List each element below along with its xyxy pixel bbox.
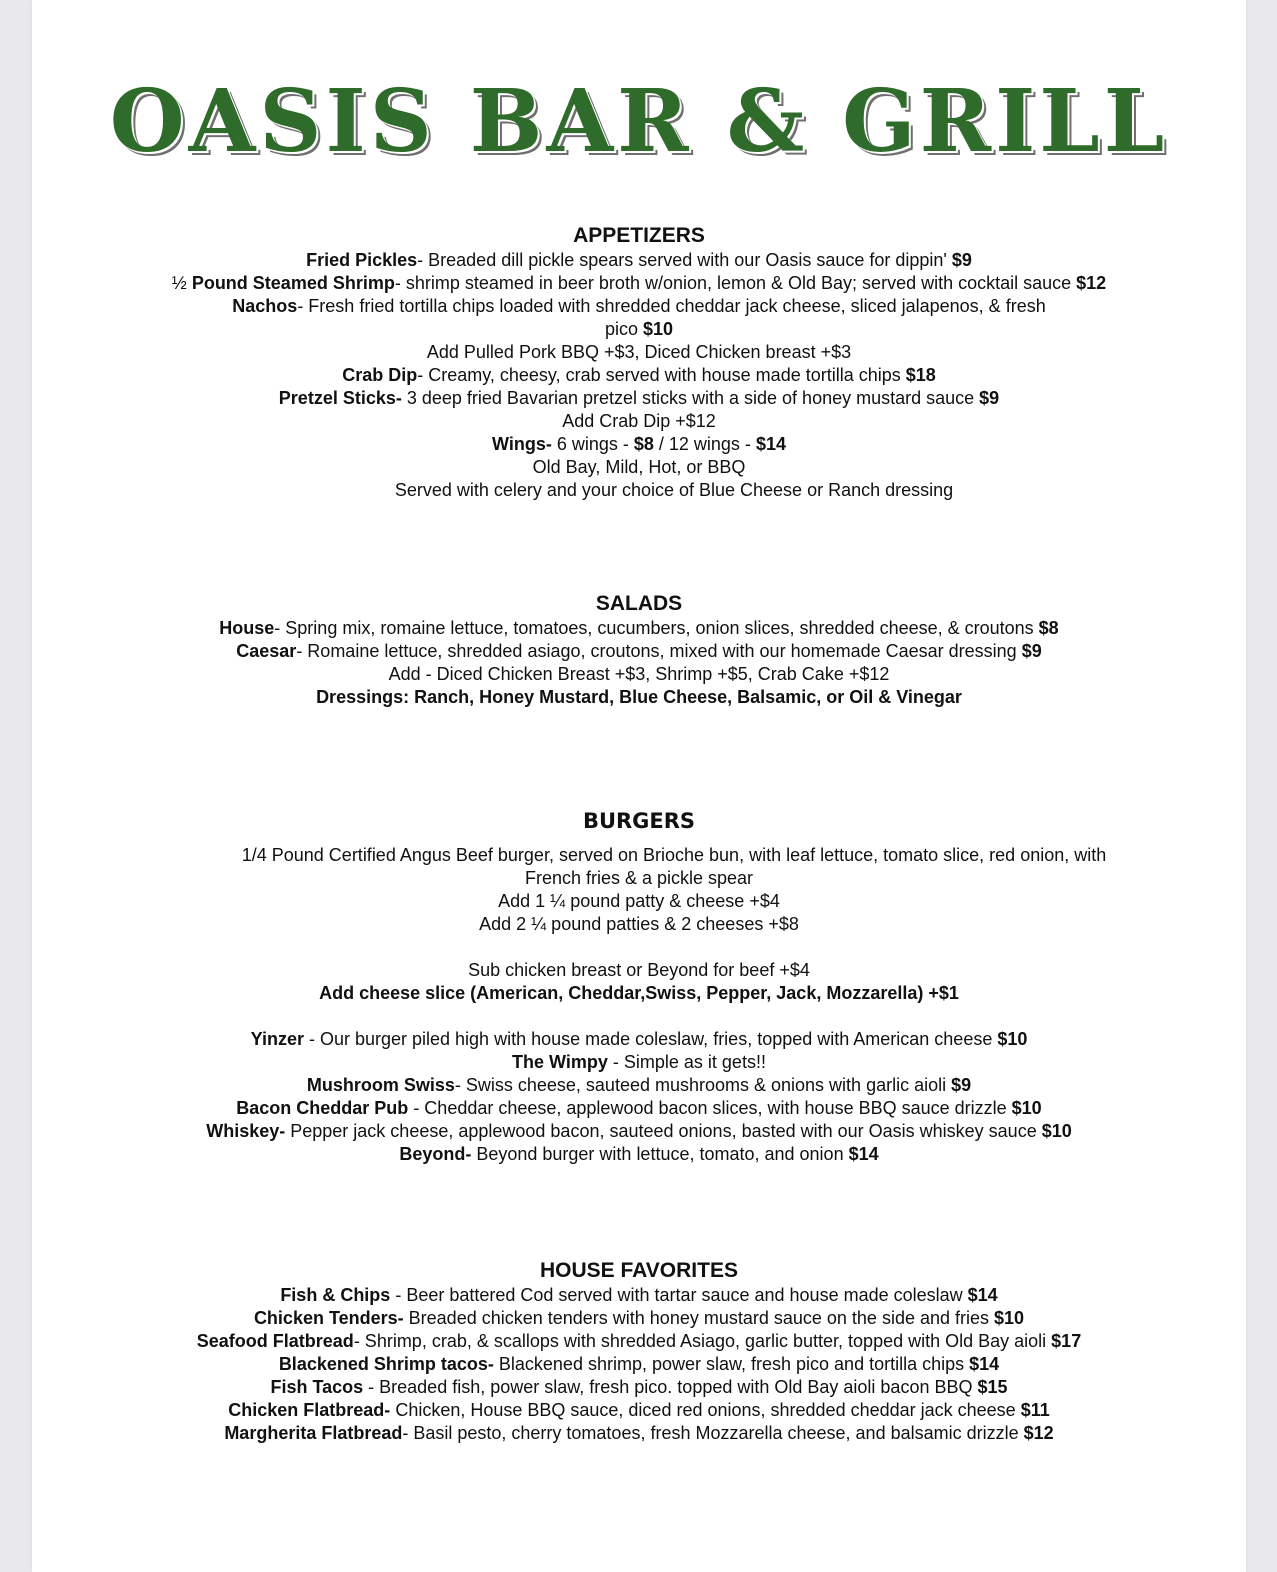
item-name: Wings- [492,434,552,454]
item-name: Caesar [236,641,297,661]
item-price: $8 [1038,618,1059,638]
item-price: $10 [1011,1098,1042,1118]
item-desc: - Romaine lettuce, shredded asiago, croutons, mixed with our homemade Caesar dressing [296,641,1022,661]
item-price: $9 [979,388,1000,408]
menu-item-wings [32,433,1246,456]
item-desc: Chicken, House BBQ sauce, diced red onions, shredded cheddar jack cheese [390,1400,1021,1420]
dressings-text: Dressings: Ranch, Honey Mustard, Blue Cheese, Balsamic, or Oil & Vinegar [316,687,962,707]
item-price: $12 [1023,1423,1054,1443]
menu-item-nachos [32,295,1246,318]
item-desc: - Breaded fish, power slaw, fresh pico. topped with Old Bay aioli bacon BBQ [363,1377,978,1397]
favorites-section [32,1258,1246,1445]
menu-item-blackened-shrimp-tacos [32,1353,1246,1376]
menu-item-pretzel-sticks [32,387,1246,410]
menu-item-chicken-tenders [32,1307,1246,1330]
menu-note: Add Crab Dip +$12 [562,411,716,431]
item-name: The Wimpy [512,1052,608,1072]
appetizers-section [32,223,1246,502]
item-name: Bacon Cheddar Pub [236,1098,409,1118]
item-price: $9 [951,250,972,270]
menu-item-yinzer [32,1028,1246,1051]
section-heading-burgers: BURGERS [582,809,696,833]
wings-flavors: Old Bay, Mild, Hot, or BBQ [532,457,746,477]
item-desc: - Swiss cheese, sauteed mushrooms & onions with garlic aioli [454,1075,952,1095]
menu-item-margherita-flatbread [32,1422,1246,1445]
item-name: Beyond- [399,1144,472,1164]
menu-item-fish-tacos [32,1376,1246,1399]
item-desc: Beyond burger with lettuce, tomato, and onion [471,1144,849,1164]
burger-sub: Sub chicken breast or Beyond for beef +$4 [468,960,810,980]
item-price: $9 [1021,641,1042,661]
menu-item-crab-dip [32,364,1246,387]
burger-cheese [32,982,1246,1005]
item-name: Margherita Flatbread [224,1423,403,1443]
item-desc: - Our burger piled high with house made coleslaw, fries, topped with American cheese [303,1029,998,1049]
menu-item-steamed-shrimp [32,272,1246,295]
menu-note: Add Pulled Pork BBQ +$3, Diced Chicken breast +$3 [426,342,852,362]
burger-add-patties: Add 2 ¼ pound patties & 2 cheeses +$8 [479,914,799,934]
menu-item-fried-pickles [32,249,1246,272]
burger-intro: 1/4 Pound Certified Angus Beef burger, served on Brioche bun, with leaf lettuce, tomato slice, red onion, with [241,845,1107,865]
item-desc: 6 wings - [551,434,634,454]
menu-item-house-salad [32,617,1246,640]
item-price: $17 [1051,1331,1082,1351]
menu-item-fish-chips [32,1284,1246,1307]
item-desc: Pepper jack cheese, applewood bacon, sauteed onions, basted with our Oasis whiskey sauce [285,1121,1042,1141]
item-name: Blackened Shrimp tacos- [278,1354,494,1374]
item-desc: - shrimp steamed in beer broth w/onion, lemon & Old Bay; served with cocktail sauce [394,273,1077,293]
menu-page [32,0,1246,1572]
item-desc: Breaded chicken tenders with honey mustard sauce on the side and fries [403,1308,994,1328]
item-name: Fried Pickles [306,250,418,270]
menu-item-chicken-flatbread [32,1399,1246,1422]
item-price: $12 [1076,273,1107,293]
item-desc: - Simple as it gets!! [607,1052,766,1072]
menu-item-whiskey [32,1120,1246,1143]
item-price: $10 [994,1308,1025,1328]
section-heading-salads: SALADS [595,592,683,615]
item-price: $8 [633,434,654,454]
item-desc: pico [604,319,643,339]
item-price: $10 [642,319,674,339]
item-name: Mushroom Swiss [306,1075,455,1095]
item-name: Pound Steamed Shrimp [191,273,395,293]
item-price: $11 [1020,1400,1050,1420]
menu-item-seafood-flatbread [32,1330,1246,1353]
item-desc: - Beer battered Cod served with tartar sauce and house made coleslaw [390,1285,968,1305]
item-name: Whiskey- [206,1121,286,1141]
item-price: $15 [977,1377,1008,1397]
item-desc: - Basil pesto, cherry tomatoes, fresh Mozzarella cheese, and balsamic drizzle [402,1423,1024,1443]
item-price: $10 [1041,1121,1072,1141]
item-price: $14 [967,1285,998,1305]
item-desc: - Breaded dill pickle spears served with our Oasis sauce for dippin' [417,250,952,270]
menu-item-beyond [32,1143,1246,1166]
menu-item-bacon-cheddar [32,1097,1246,1120]
item-name: Chicken Flatbread- [228,1400,391,1420]
item-price: $14 [969,1354,1000,1374]
menu-item-mushroom-swiss [32,1074,1246,1097]
item-name: Chicken Tenders- [253,1308,404,1328]
item-name: Yinzer [250,1029,304,1049]
item-desc: - Fresh fried tortilla chips loaded with shredded cheddar jack cheese, sliced jalapenos, & fresh [297,296,1046,316]
item-desc: 3 deep fried Bavarian pretzel sticks with a side of honey mustard sauce [401,388,980,408]
item-name: Seafood Flatbread [196,1331,354,1351]
item-price: $14 [848,1144,879,1164]
item-desc: - Cheddar cheese, applewood bacon slices, with house BBQ sauce drizzle [408,1098,1012,1118]
menu-item-caesar-salad [32,640,1246,663]
menu-item-wimpy [32,1051,1246,1074]
burgers-section [32,808,1246,1166]
restaurant-title: OASIS BAR & GRILL [109,71,1169,172]
item-price: $18 [905,365,936,385]
wings-note: Served with celery and your choice of Blue Cheese or Ranch dressing [394,480,954,500]
item-name: Nachos [232,296,298,316]
item-desc: - Shrimp, crab, & scallops with shredded Asiago, garlic butter, topped with Old Bay aioli [353,1331,1052,1351]
salads-section [32,591,1246,709]
cheese-text: Add cheese slice (American, Cheddar,Swiss, Pepper, Jack, Mozzarella) +$1 [319,983,959,1003]
item-price: $9 [951,1075,972,1095]
burger-add-patty: Add 1 ¼ pound patty & cheese +$4 [498,891,780,911]
burger-intro-cont: French fries & a pickle spear [524,868,754,888]
salad-dressings [32,686,1246,709]
section-heading-favorites: HOUSE FAVORITES [540,1259,738,1282]
item-prefix: ½ [171,273,192,293]
item-desc: - Spring mix, romaine lettuce, tomatoes, cucumbers, onion slices, shredded cheese, & croutons [274,618,1039,638]
item-desc: / 12 wings - [653,434,756,454]
menu-item-nachos-cont [32,318,1246,341]
item-name: Fish & Chips [280,1285,391,1305]
item-name: Fish Tacos [270,1377,364,1397]
item-name: House [219,618,275,638]
item-price: $10 [997,1029,1028,1049]
section-heading-appetizers: APPETIZERS [573,224,705,247]
item-desc: Blackened shrimp, power slaw, fresh pico and tortilla chips [493,1354,970,1374]
item-name: Pretzel Sticks- [278,388,402,408]
item-price: $14 [755,434,786,454]
item-desc: - Creamy, cheesy, crab served with house made tortilla chips [417,365,906,385]
salad-add-ons: Add - Diced Chicken Breast +$3, Shrimp +$5, Crab Cake +$12 [388,664,890,684]
item-name: Crab Dip [342,365,418,385]
